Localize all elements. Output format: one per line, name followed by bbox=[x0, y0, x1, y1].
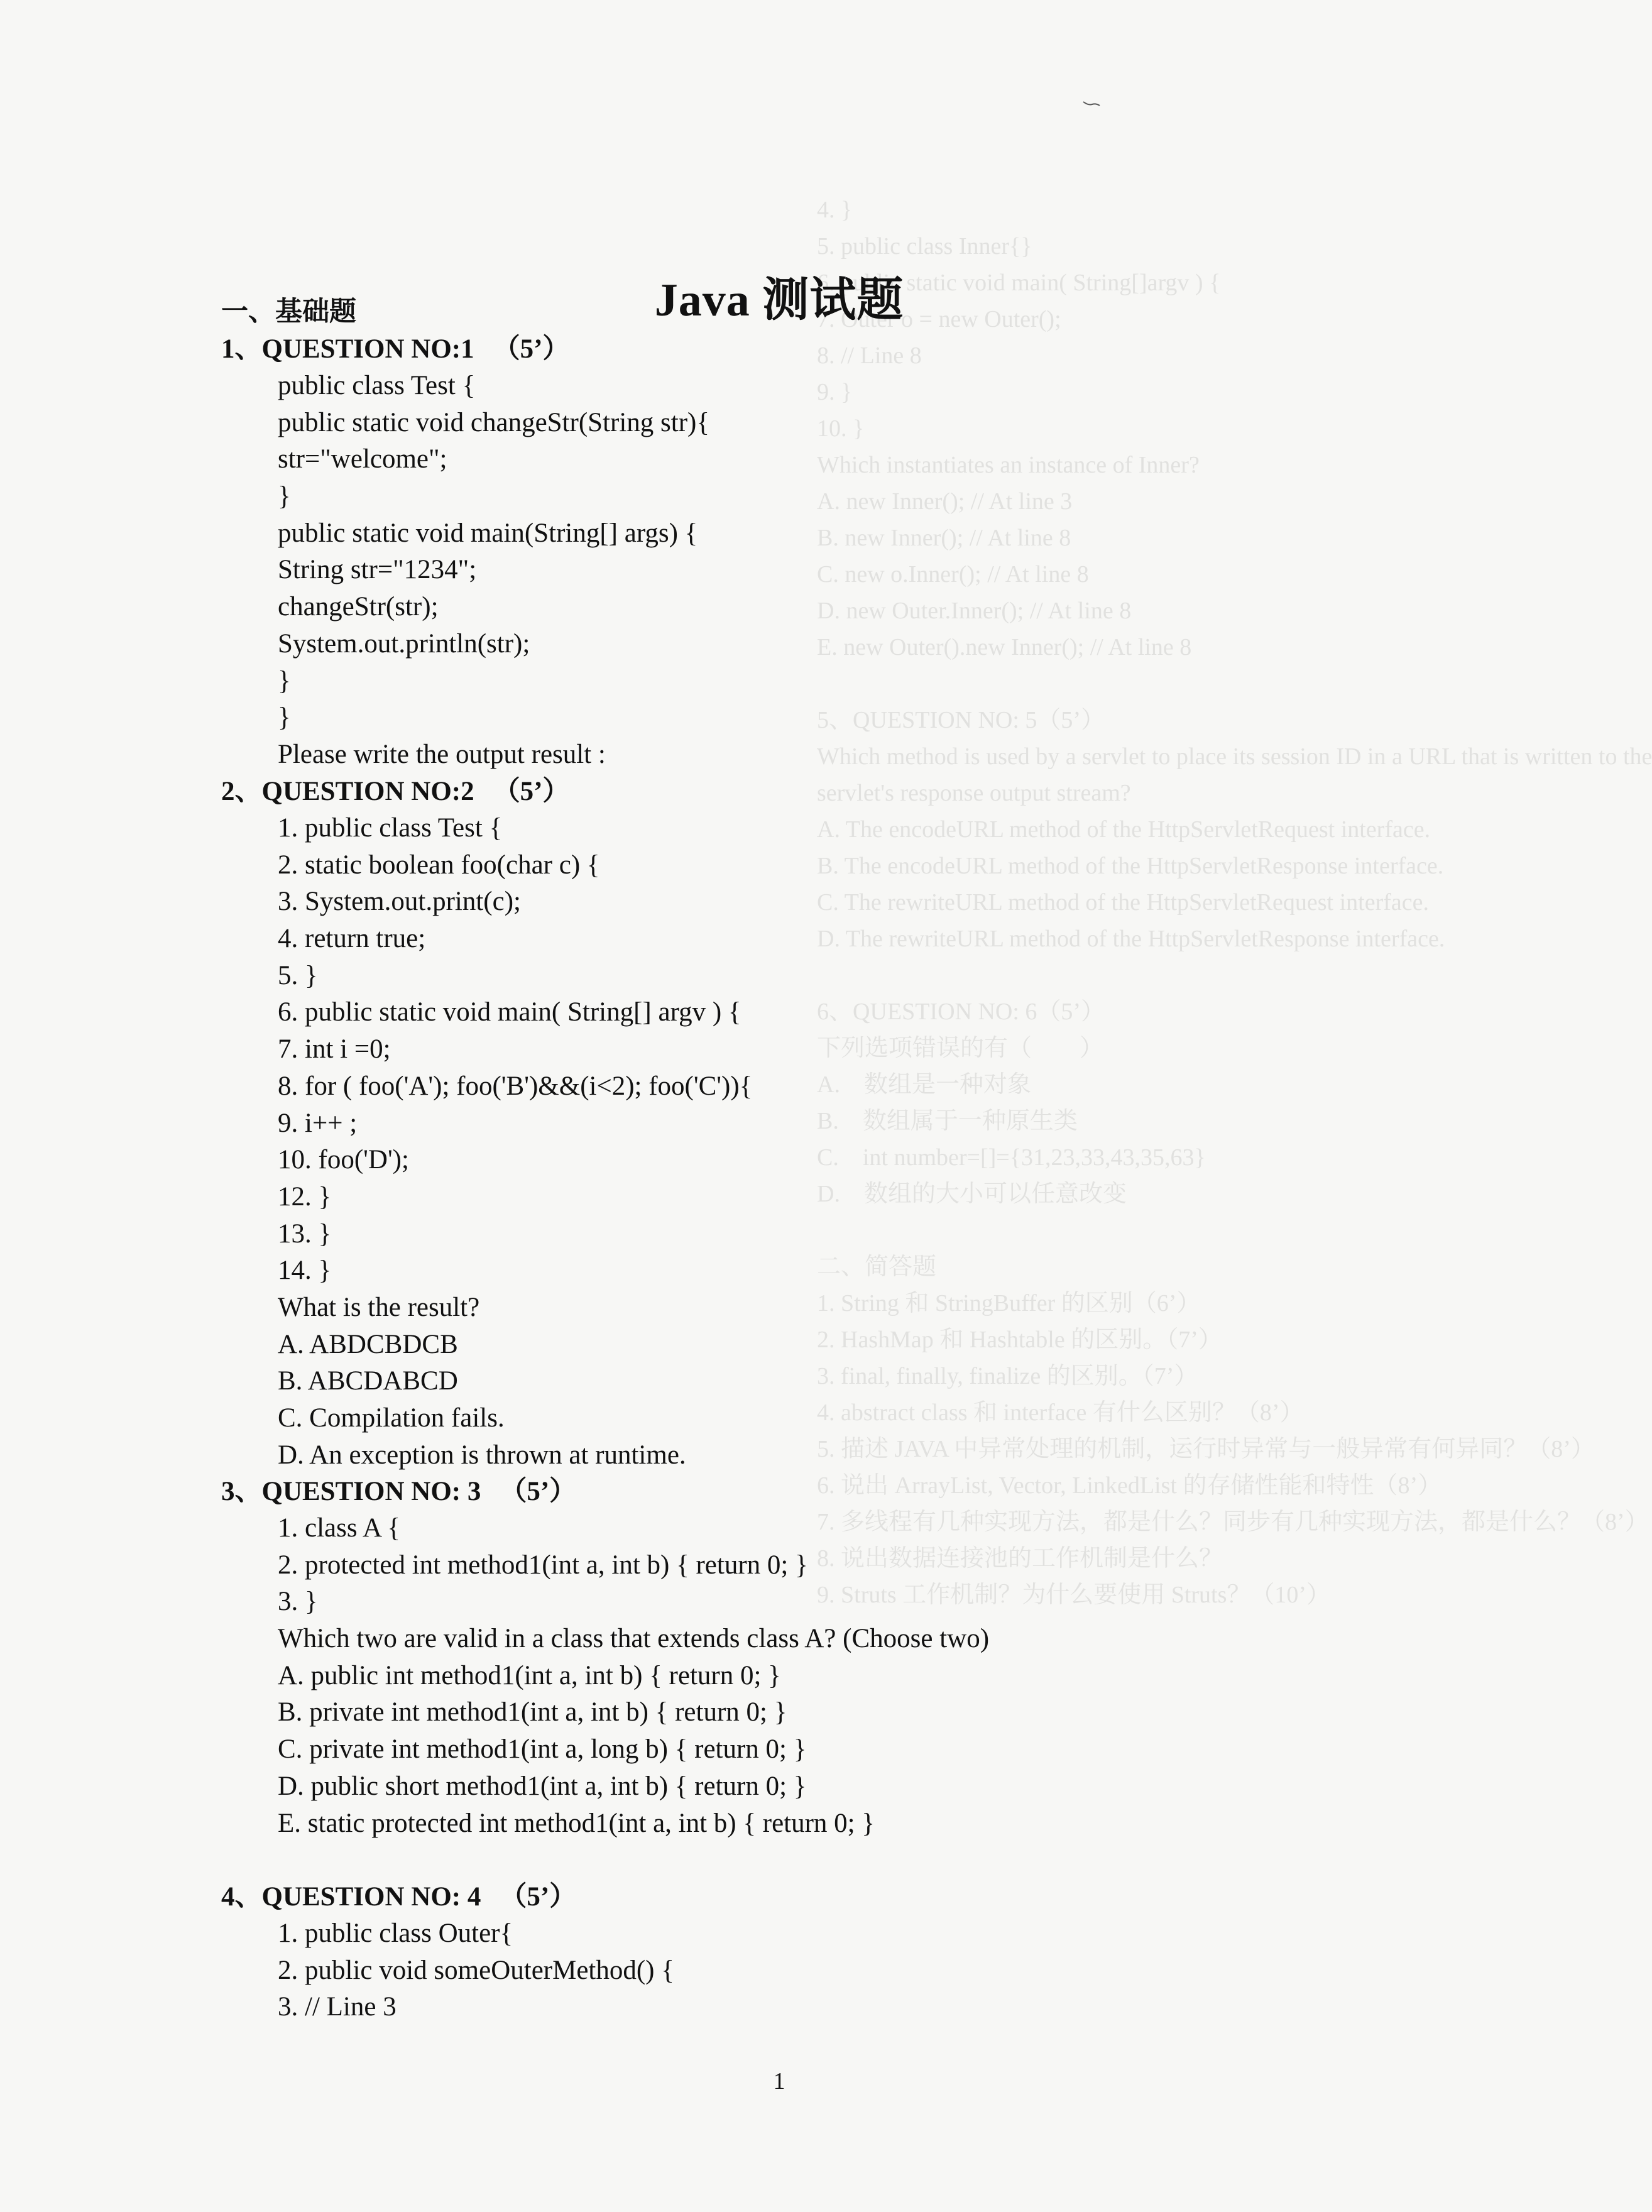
bleed-line: B. new Inner(); // At line 8 bbox=[817, 525, 1071, 551]
question-score: （5’） bbox=[493, 334, 570, 364]
bleed-line: B. The encodeURL method of the HttpServletResponse interface. bbox=[817, 853, 1444, 879]
question-line: 6. public static void main( String[] argv ) { bbox=[278, 997, 741, 1027]
question-line: 3. // Line 3 bbox=[278, 1992, 397, 2022]
question-line: 2. protected int method1(int a, int b) { return 0; } bbox=[278, 1550, 808, 1580]
question-line: C. private int method1(int a, long b) { return 0; } bbox=[278, 1734, 807, 1765]
question-line: str="welcome"; bbox=[278, 444, 447, 474]
question-line: Which two are valid in a class that extends class A? (Choose two) bbox=[278, 1624, 990, 1654]
bleed-line: Which method is used by a servlet to place its session ID in a URL that is written to the bbox=[817, 743, 1652, 770]
bleed-line: Which instantiates an instance of Inner? bbox=[817, 452, 1200, 478]
bleed-line: 7. Outer o = new Outer(); bbox=[817, 306, 1061, 332]
question-line: 12. } bbox=[278, 1181, 332, 1212]
bleed-line: 下列选项错误的有（ ） bbox=[817, 1035, 1104, 1061]
question-line: 4. return true; bbox=[278, 924, 426, 954]
bleed-line: 6. public static void main( String[]argv ) { bbox=[817, 270, 1221, 296]
question-number: 3、QUESTION NO: 3 bbox=[221, 1477, 481, 1506]
question-line: 5. } bbox=[278, 960, 318, 990]
question-number: 2、QUESTION NO:2 bbox=[221, 777, 474, 806]
bleed-through-text bbox=[817, 192, 1652, 1613]
question-line: Please write the output result : bbox=[278, 739, 606, 769]
question-3-header bbox=[221, 1474, 576, 1510]
bleed-line: A. 数组是一种对象 bbox=[817, 1071, 1031, 1098]
question-score: （5’） bbox=[500, 1882, 577, 1912]
question-line: System.out.println(str); bbox=[278, 628, 530, 659]
question-line: changeStr(str); bbox=[278, 592, 439, 622]
question-line: 2. static boolean foo(char c) { bbox=[278, 850, 600, 880]
question-line: public static void changeStr(String str){ bbox=[278, 407, 710, 437]
question-2-header bbox=[221, 774, 569, 810]
question-line: 3. System.out.print(c); bbox=[278, 887, 521, 917]
bleed-line: 5. 描述 JAVA 中异常处理的机制，运行时异常与一般异常有何异同？（8’） bbox=[817, 1436, 1595, 1462]
page-title: Java 测试题 bbox=[654, 274, 904, 326]
question-line: } bbox=[278, 665, 291, 696]
bleed-line: 2. HashMap 和 Hashtable 的区别。（7’） bbox=[817, 1327, 1222, 1353]
bleed-line: 3. final, finally, finalize 的区别。（7’） bbox=[817, 1363, 1198, 1389]
question-1-body bbox=[278, 368, 709, 774]
question-line: 10. foo('D'); bbox=[278, 1145, 409, 1175]
question-line: String str="1234"; bbox=[278, 555, 477, 585]
question-4-header bbox=[221, 1879, 576, 1915]
question-line: 13. } bbox=[278, 1218, 332, 1249]
question-line: E. static protected int method1(int a, int b) { return 0; } bbox=[278, 1808, 875, 1838]
question-line: B. ABCDABCD bbox=[278, 1366, 458, 1396]
question-4-body bbox=[278, 1915, 674, 2026]
question-score: （5’） bbox=[493, 777, 570, 806]
question-line: D. An exception is thrown at runtime. bbox=[278, 1440, 686, 1470]
bleed-line: 6、QUESTION NO: 6（5’） bbox=[817, 999, 1105, 1025]
bleed-line: 8. // Line 8 bbox=[817, 342, 922, 369]
bleed-line: 4. abstract class 和 interface 有什么区别？（8’） bbox=[817, 1399, 1304, 1426]
bleed-line: 6. 说出 ArrayList, Vector, LinkedList 的存储性能和特性（8’） bbox=[817, 1472, 1442, 1499]
bleed-line: 1. String 和 StringBuffer 的区别（6’） bbox=[817, 1290, 1201, 1317]
bleed-line: 4. } bbox=[817, 197, 853, 223]
question-line: 2. public void someOuterMethod() { bbox=[278, 1955, 674, 1985]
bleed-line bbox=[817, 1212, 1652, 1249]
question-line: D. public short method1(int a, int b) { return 0; } bbox=[278, 1771, 807, 1801]
bleed-line bbox=[817, 957, 1652, 994]
question-number: 4、QUESTION NO: 4 bbox=[221, 1882, 481, 1912]
question-line: 1. class A { bbox=[278, 1513, 401, 1543]
question-line: } bbox=[278, 481, 291, 512]
bleed-line bbox=[817, 665, 1652, 702]
bleed-line: C. new o.Inner(); // At line 8 bbox=[817, 561, 1089, 588]
bleed-line: C. int number=[]={31,23,33,43,35,63} bbox=[817, 1144, 1206, 1171]
bleed-line: 5. public class Inner{} bbox=[817, 233, 1032, 260]
question-line: 1. public class Outer{ bbox=[278, 1919, 513, 1948]
bleed-line: B. 数组属于一种原生类 bbox=[817, 1108, 1078, 1134]
bleed-line: 9. } bbox=[817, 379, 853, 405]
question-line: 14. } bbox=[278, 1256, 332, 1286]
question-1-header bbox=[221, 331, 569, 368]
question-score: （5’） bbox=[500, 1477, 577, 1506]
question-line: What is the result? bbox=[278, 1292, 480, 1322]
bleed-line: 7. 多线程有几种实现方法，都是什么？同步有几种实现方法，都是什么？（8’） bbox=[817, 1509, 1649, 1535]
bleed-line: 8. 说出数据连接池的工作机制是什么？ bbox=[817, 1545, 1223, 1572]
section-heading: 一、基础题 bbox=[221, 297, 356, 327]
bleed-line: 10. } bbox=[817, 415, 865, 442]
question-3-body bbox=[278, 1510, 989, 1842]
question-line: B. private int method1(int a, int b) { return 0; } bbox=[278, 1697, 787, 1727]
question-line: A. ABDCBDCB bbox=[278, 1329, 458, 1359]
question-line: public static void main(String[] args) { bbox=[278, 518, 698, 548]
bleed-line: 9. Struts 工作机制？为什么要使用 Struts？（10’） bbox=[817, 1582, 1331, 1608]
question-line: 7. int i =0; bbox=[278, 1034, 391, 1065]
bleed-line: A. new Inner(); // At line 3 bbox=[817, 488, 1073, 515]
question-line: public class Test { bbox=[278, 371, 476, 400]
bleed-line: D. new Outer.Inner(); // At line 8 bbox=[817, 598, 1132, 624]
question-line: 1. public class Test { bbox=[278, 813, 503, 843]
bleed-line: C. The rewriteURL method of the HttpServletRequest interface. bbox=[817, 889, 1429, 916]
page-number: 1 bbox=[773, 2068, 785, 2094]
scan-speck bbox=[1082, 99, 1101, 108]
question-2-body bbox=[278, 810, 752, 1474]
question-line: } bbox=[278, 703, 291, 733]
question-number: 1、QUESTION NO:1 bbox=[221, 334, 474, 364]
question-line: 8. for ( foo('A'); foo('B')&&(i<2); foo('C')){ bbox=[278, 1071, 753, 1101]
question-line: 3. } bbox=[278, 1587, 318, 1617]
bleed-line: D. 数组的大小可以任意改变 bbox=[817, 1181, 1127, 1207]
bleed-line: servlet's response output stream? bbox=[817, 780, 1131, 806]
question-line: 9. i++ ; bbox=[278, 1108, 358, 1138]
question-line: C. Compilation fails. bbox=[278, 1403, 505, 1433]
bleed-line: 二、简答题 bbox=[817, 1254, 937, 1280]
bleed-line: E. new Outer().new Inner(); // At line 8 bbox=[817, 634, 1192, 660]
bleed-line: 5、QUESTION NO: 5（5’） bbox=[817, 707, 1105, 733]
question-line: A. public int method1(int a, int b) { return 0; } bbox=[278, 1660, 781, 1690]
bleed-line: D. The rewriteURL method of the HttpServletResponse interface. bbox=[817, 926, 1445, 952]
bleed-line: A. The encodeURL method of the HttpServletRequest interface. bbox=[817, 816, 1431, 843]
